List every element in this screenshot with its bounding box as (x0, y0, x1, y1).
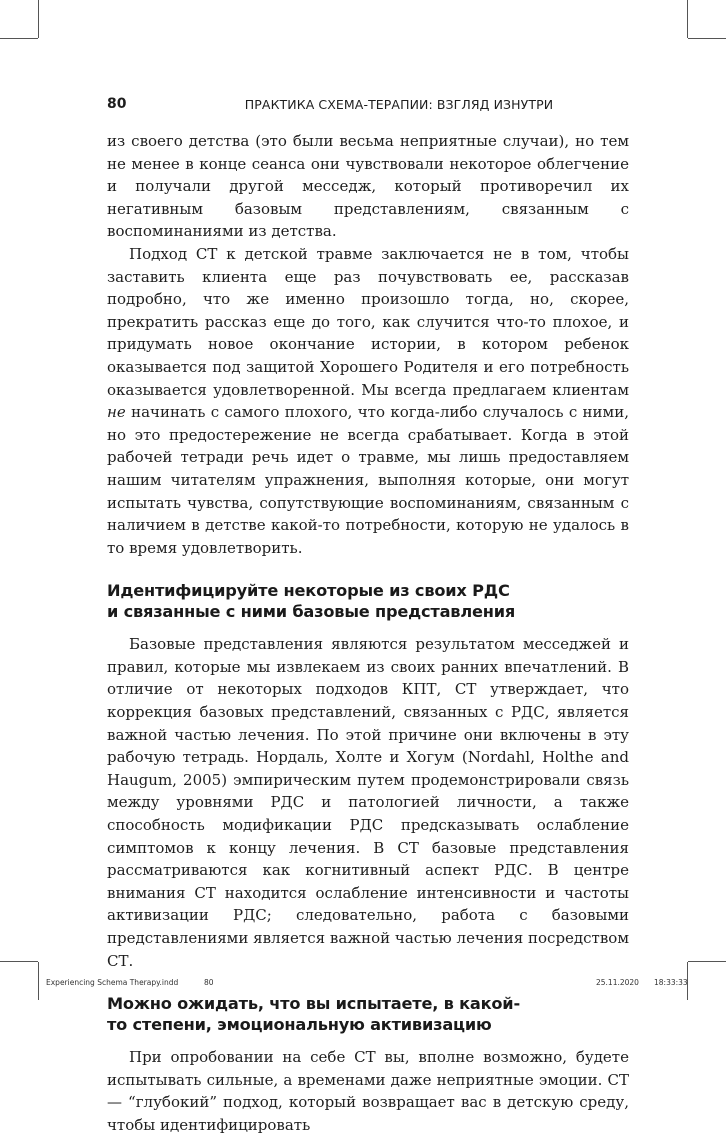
print-slug (0, 978, 726, 992)
emphasis-text: не (107, 403, 126, 422)
crop-mark (0, 961, 38, 962)
heading-line: Можно ожидать, что вы испытаете, в какой- (107, 994, 520, 1014)
paragraph-text: начинать с самого плохого, что когда-либо случалось с ними, но это предостережение не всегда срабатывает. Когда в этой рабочей тетради речь идет о травме, мы лишь предоставляем нашим читателям упражнения, выполняя которые, они могут испытать чувства, сопутствующие воспоминаниям, связанным с наличием в детстве какой-то потребности, которую не удалось в то время удовлетворить. (107, 403, 629, 557)
heading-line: Идентифицируйте некоторые из своих РДС (107, 581, 510, 601)
slug-filename: Experiencing Schema Therapy.indd (46, 978, 179, 987)
body-paragraph: При опробовании на себе СТ вы, вполне возможно, будете испытывать сильные, а временами даже неприятные эмоции. СТ — “глубокий” подход, который возвращает вас в детскую среду, чтобы идентифицировать (107, 1048, 629, 1134)
heading-line: и связанные с ними базовые представления (107, 602, 516, 622)
slug-page: 80 (204, 978, 214, 987)
crop-mark (688, 38, 726, 39)
body-paragraph: из своего детства (это были весьма неприятные случаи), но тем не менее в конце сеанса они чувствовали некоторое облегчение и получали другой месседж, который противоречил их негативным базовым представлениям, связанным с воспоминаниями из детства. (107, 132, 629, 241)
page-number: 80 (107, 96, 127, 112)
body-paragraph (107, 243, 629, 559)
running-header (107, 96, 629, 114)
section-heading (107, 580, 629, 622)
paragraph-text: Подход СТ к детской травме заключается не в том, чтобы заставить клиента еще раз почувствовать ее, рассказав подробно, что же именно произошло тогда, но, скорее, прекратить рассказ еще до того, как случится что-то плохое, и придумать новое окончание истории, в котором ребенок оказывается под защитой Хорошего Родителя и его потребность оказывается удовлетворенной. Мы всегда предлагаем клиентам (107, 244, 629, 399)
slug-time: 18:33:33 (654, 978, 688, 987)
crop-mark (38, 0, 39, 38)
crop-mark (687, 0, 688, 38)
slug-date: 25.11.2020 (596, 978, 639, 987)
crop-mark (0, 38, 38, 39)
heading-line: то степени, эмоциональную активизацию (107, 1015, 492, 1035)
section-heading (107, 993, 629, 1035)
crop-mark (688, 961, 726, 962)
body-paragraph: Базовые представления являются результатом месседжей и правил, которые мы извлекаем из своих ранних впечатлений. В отличие от некоторых подходов КПТ, СТ утверждает, что коррекция базовых представлений, связанных с РДС, является важной частью лечения. По этой причине они включены в эту рабочую тетрадь. Нордаль, Холте и Хогум (Nordahl, Holthe and Haugum, 2005) эмпирическим путем продемонстрировали связь между уровнями РДС и патологией личности, а также способность модификации РДС предсказывать ослабление симптомов к концу лечения. В СТ базовые представления рассматриваются как когнитивный аспект РДС. В центре внимания СТ находится ослабление интенсивности и частоты активизации РДС; следовательно, работа с базовыми представлениями является важной частью лечения посредством СТ. (107, 635, 629, 970)
running-title: ПРАКТИКА СХЕМА-ТЕРАПИИ: ВЗГЛЯД ИЗНУТРИ (244, 97, 554, 112)
